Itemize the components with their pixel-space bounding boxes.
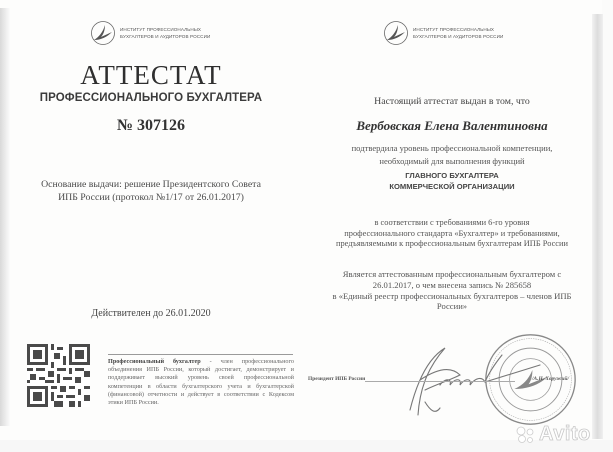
- issue-basis: Основание выдачи: решение Президентского Совета ИПБ России (протокол №1/17 от 26.01.2017): [41, 179, 261, 203]
- ipb-logo-icon: [90, 20, 116, 46]
- qualified-position: ГЛАВНОГО БУХГАЛТЕРА КОММЕРЧЕСКОЙ ОРГАНИЗАЦИИ: [389, 171, 515, 191]
- definition-text: [108, 358, 294, 407]
- signatory-name: /А.Н. Хоружий/: [532, 376, 570, 382]
- holder-name: Вербовская Елена Валентиновна: [356, 118, 548, 133]
- ipb-logo-icon: [383, 20, 409, 46]
- certificate-title: АТТЕСТАТ: [80, 60, 222, 90]
- signature-line: [365, 381, 515, 382]
- valid-until: Действителен до 26.01.2020: [91, 308, 211, 319]
- president-signature-icon: [390, 340, 550, 420]
- professional-standard: в соответствии с требованиями 6-го уровня профессионального стандарта «Бухгалтер» и требованиями, предъявляемыми к профессиональным бухгалтерам ИПБ России: [335, 218, 568, 248]
- certificate-number: № 307126: [116, 117, 186, 134]
- registry-entry: Является аттестованным профессиональным бухгалтером с 26.01.2017, о чем внесена запись № 285658 в «Единый реестр профессиональных бухгалтеров – членов ИПБ России»: [332, 269, 572, 312]
- definition-body: - член профессионального объединения ИПБ России, который достигает, демонстрирует и поддерживает высокий уровень своей профессиональной компетенции в области бухгалтерского учета и бухгалтерской (финансовой) отчетности и действует в соответствии с Кодексом этики ИПБ России.: [108, 358, 294, 407]
- issue-intro: Настоящий аттестат выдан в том, что: [374, 96, 530, 107]
- certificate-subtitle: ПРОФЕССИОНАЛЬНОГО БУХГАЛТЕРА: [39, 92, 263, 104]
- avito-watermark-text: Avito: [539, 423, 591, 445]
- definition-divider: [108, 354, 293, 355]
- competence-confirmation: подтвердила уровень профессиональной компетенции, необходимый для выполнения функций: [351, 143, 553, 166]
- definition-term: Профессиональный бухгалтер: [108, 358, 201, 365]
- org-logo-right: [383, 20, 503, 46]
- org-name-left: ИНСТИТУТ ПРОФЕССИОНАЛЬНЫХ БУХГАЛТЕРОВ И АУДИТОРОВ РОССИИ: [120, 27, 211, 39]
- avito-watermark: [515, 423, 591, 446]
- qr-code-icon: [27, 344, 90, 407]
- org-name-right: ИНСТИТУТ ПРОФЕССИОНАЛЬНЫХ БУХГАЛТЕРОВ И АУДИТОРОВ РОССИИ: [413, 27, 504, 39]
- org-logo-left: [90, 20, 210, 46]
- avito-logo-icon: [515, 426, 537, 444]
- signatory-title: Президент ИПБ России: [308, 376, 366, 382]
